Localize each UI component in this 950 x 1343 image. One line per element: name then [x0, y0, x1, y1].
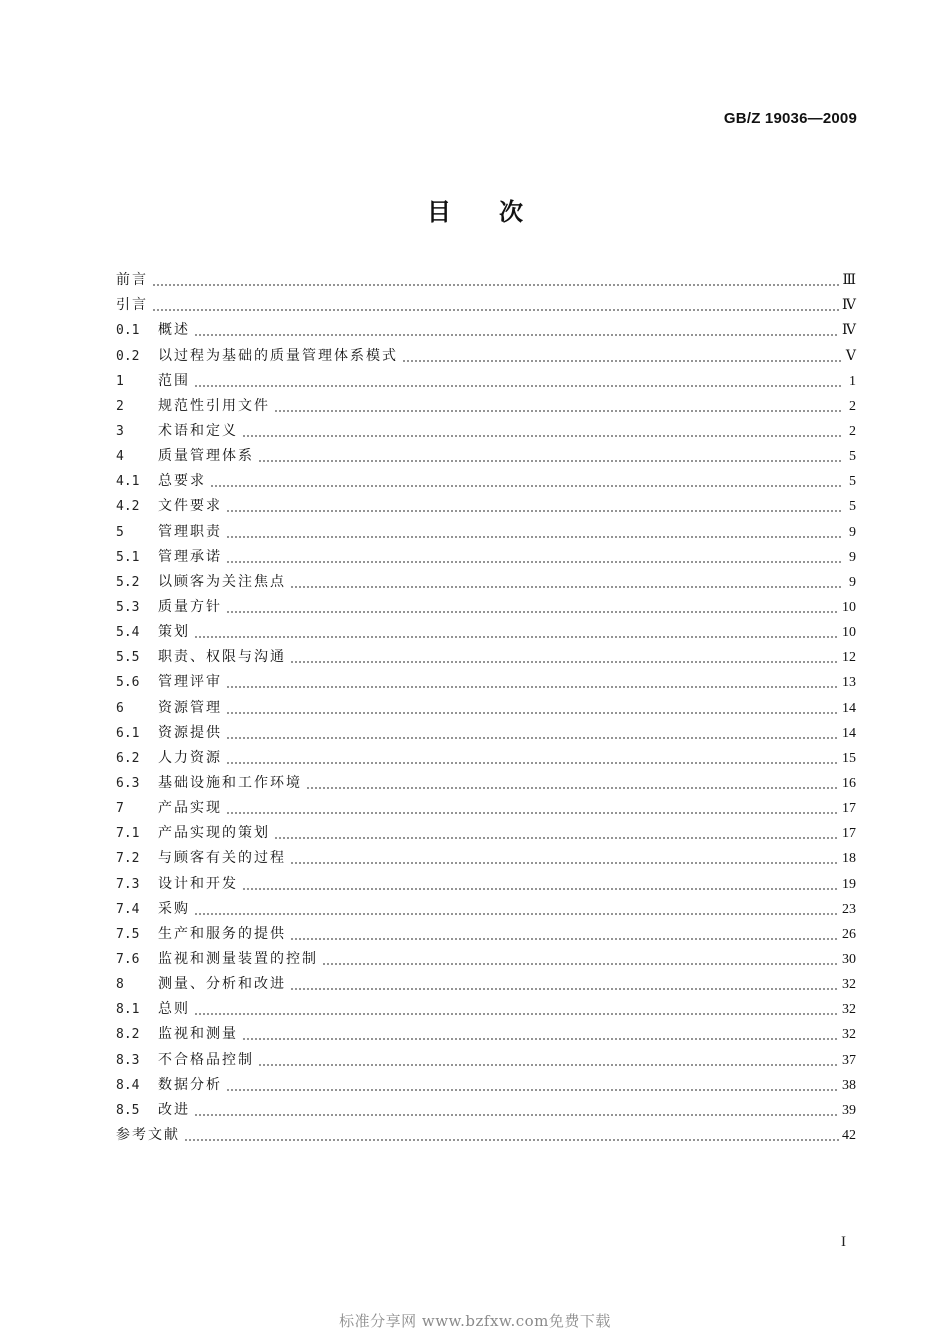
toc-entry-title: 术语和定义 [158, 422, 238, 439]
toc-entry-page: 9 [849, 549, 856, 565]
toc-entry[interactable] [116, 469, 856, 494]
toc-entry-title: 改进 [158, 1101, 190, 1118]
toc-entry-title: 资源管理 [158, 699, 222, 716]
toc-entry-page: 1 [849, 373, 856, 389]
dot-leader [152, 309, 839, 311]
toc-entry-title: 监视和测量装置的控制 [158, 950, 318, 967]
toc-entry[interactable] [116, 494, 856, 519]
dot-leader [290, 661, 839, 663]
toc-entry-title: 质量管理体系 [158, 448, 254, 465]
dot-leader [194, 1013, 839, 1015]
toc-entry-title: 与顾客有关的过程 [158, 850, 286, 867]
dot-leader [226, 561, 843, 563]
toc-entry-title: 范围 [158, 372, 190, 389]
toc-entry-number: 6.2 [116, 750, 140, 766]
dot-leader [402, 360, 843, 362]
toc-entry-page: 42 [842, 1127, 856, 1143]
toc-entry[interactable] [116, 695, 856, 720]
toc-entry[interactable] [116, 972, 856, 997]
toc-entry-page: 32 [842, 1027, 856, 1043]
toc-entry-page: 16 [842, 775, 856, 791]
toc-entry-page: Ⅳ [842, 298, 856, 314]
toc-entry[interactable] [116, 545, 856, 570]
watermark-text: 标准分享网 www.bzfxw.com免费下载 [339, 1312, 611, 1330]
toc-entry-page: 5 [849, 499, 856, 515]
toc-entry-title: 概述 [158, 322, 190, 339]
toc-entry-number: 8.5 [116, 1102, 140, 1118]
toc-entry[interactable] [116, 746, 856, 771]
toc-entry[interactable] [116, 595, 856, 620]
toc-entry-number: 8.2 [116, 1027, 140, 1043]
toc-entry[interactable] [116, 821, 856, 846]
toc-entry-number: 7.6 [116, 951, 140, 967]
toc-entry-page: 2 [849, 398, 856, 414]
dot-leader [306, 787, 839, 789]
toc-entry[interactable] [116, 519, 856, 544]
toc-entry-title: 质量方针 [158, 598, 222, 615]
toc-entry[interactable] [116, 318, 856, 343]
toc-entry[interactable] [116, 771, 856, 796]
toc-entry-title: 采购 [158, 900, 190, 917]
toc-entry-title: 数据分析 [158, 1076, 222, 1093]
toc-entry[interactable] [116, 570, 856, 595]
toc-entry[interactable] [116, 268, 856, 293]
toc-entry-page: 15 [842, 750, 856, 766]
dot-leader [226, 510, 843, 512]
dot-leader [194, 385, 843, 387]
toc-entry-title: 管理评审 [158, 674, 222, 691]
dot-leader [194, 636, 839, 638]
toc-entry-number: 6.1 [116, 725, 140, 741]
toc-entry-page: 19 [842, 876, 856, 892]
toc-entry-page: 18 [842, 851, 856, 867]
toc-entry-number: 1 [116, 373, 124, 389]
toc-entry-title: 总则 [158, 1001, 190, 1018]
dot-leader [194, 334, 839, 336]
dot-leader [258, 1064, 839, 1066]
dot-leader [152, 284, 839, 286]
toc-entry-title: 以顾客为关注焦点 [158, 573, 286, 590]
toc-entry-number: 7 [116, 801, 124, 817]
toc-entry[interactable] [116, 394, 856, 419]
dot-leader [194, 1114, 839, 1116]
toc-entry-number: 7.1 [116, 826, 140, 842]
toc-entry-page: 39 [842, 1102, 856, 1118]
toc-entry-page: 10 [842, 625, 856, 641]
toc-entry[interactable] [116, 1022, 856, 1047]
toc-entry-title: 引言 [116, 297, 148, 314]
dot-leader [242, 888, 839, 890]
toc-entry-number: 8.4 [116, 1077, 140, 1093]
toc-entry-number: 4.1 [116, 474, 140, 490]
dot-leader [290, 586, 843, 588]
toc-entry-number: 8.1 [116, 1002, 140, 1018]
dot-leader [184, 1139, 839, 1141]
toc-entry-title: 总要求 [158, 473, 206, 490]
toc-entry[interactable] [116, 1073, 856, 1098]
toc-entry-page: 5 [849, 474, 856, 490]
toc-entry-title: 以过程为基础的质量管理体系模式 [158, 347, 398, 364]
document-code: GB/Z 19036—2009 [723, 110, 857, 127]
toc-entry-number: 5.5 [116, 650, 140, 666]
toc-entry-title: 监视和测量 [158, 1026, 238, 1043]
dot-leader [226, 737, 839, 739]
dot-leader [322, 963, 839, 965]
toc-entry-page: Ⅴ [845, 348, 856, 364]
dot-leader [290, 862, 839, 864]
page-number: I [841, 1234, 846, 1250]
toc-entry[interactable] [116, 645, 856, 670]
toc-entry-number: 5.3 [116, 599, 140, 615]
toc-entry-number: 4.2 [116, 499, 140, 515]
toc-entry-page: 12 [842, 650, 856, 666]
toc-entry-title: 前言 [116, 272, 148, 289]
toc-entry-page: 14 [842, 725, 856, 741]
toc-entry-number: 5 [116, 524, 124, 540]
toc-entry-title: 产品实现的策划 [158, 825, 270, 842]
toc-entry[interactable] [116, 670, 856, 695]
dot-leader [242, 435, 843, 437]
toc-entry-number: 7.2 [116, 851, 140, 867]
toc-entry-number: 7.4 [116, 901, 140, 917]
toc-entry-page: 30 [842, 951, 856, 967]
toc-entry-number: 8 [116, 977, 124, 993]
dot-leader [274, 410, 843, 412]
toc-entry-number: 7.5 [116, 926, 140, 942]
toc-entry-page: 13 [842, 675, 856, 691]
dot-leader [226, 762, 839, 764]
toc-entry-title: 基础设施和工作环境 [158, 774, 302, 791]
toc-entry-page: 10 [842, 599, 856, 615]
toc-entry[interactable] [116, 947, 856, 972]
toc-entry-number: 0.1 [116, 323, 140, 339]
dot-leader [290, 938, 839, 940]
table-of-contents [116, 268, 856, 1148]
dot-leader [226, 611, 839, 613]
toc-entry-page: 2 [849, 423, 856, 439]
toc-entry-title: 人力资源 [158, 749, 222, 766]
dot-leader [258, 460, 843, 462]
toc-entry-number: 5.2 [116, 574, 140, 590]
dot-leader [226, 686, 839, 688]
toc-entry-page: 32 [842, 1002, 856, 1018]
toc-entry-number: 5.1 [116, 549, 140, 565]
dot-leader [210, 485, 843, 487]
toc-entry-page: 9 [849, 574, 856, 590]
toc-entry-page: 38 [842, 1077, 856, 1093]
toc-entry-number: 6.3 [116, 775, 140, 791]
toc-entry-number: 5.6 [116, 675, 140, 691]
dot-leader [242, 1038, 839, 1040]
dot-leader [226, 712, 839, 714]
toc-entry[interactable] [116, 922, 856, 947]
toc-entry[interactable] [116, 1047, 856, 1072]
toc-entry[interactable] [116, 997, 856, 1022]
dot-leader [194, 913, 839, 915]
toc-entry-page: 32 [842, 977, 856, 993]
toc-entry-title: 规范性引用文件 [158, 397, 270, 414]
toc-entry[interactable] [116, 897, 856, 922]
toc-entry-page: 26 [842, 926, 856, 942]
toc-entry-title: 生产和服务的提供 [158, 925, 286, 942]
dot-leader [290, 988, 839, 990]
toc-entry[interactable] [116, 343, 856, 368]
toc-entry[interactable] [116, 620, 856, 645]
toc-entry[interactable] [116, 1098, 856, 1123]
toc-entry-title: 参考文献 [116, 1126, 180, 1143]
toc-entry-number: 7.3 [116, 876, 140, 892]
toc-entry[interactable] [116, 796, 856, 821]
toc-entry-number: 6 [116, 700, 124, 716]
toc-entry-number: 4 [116, 449, 124, 465]
toc-entry-page: 23 [842, 901, 856, 917]
toc-entry-title: 管理职责 [158, 523, 222, 540]
page-title: 目次 [427, 198, 571, 226]
toc-entry-title: 策划 [158, 624, 190, 641]
toc-entry-number: 5.4 [116, 625, 140, 641]
toc-entry-page: Ⅳ [842, 323, 856, 339]
toc-entry[interactable] [116, 293, 856, 318]
toc-entry-number: 2 [116, 398, 124, 414]
toc-entry-title: 测量、分析和改进 [158, 976, 286, 993]
toc-entry[interactable] [116, 444, 856, 469]
toc-entry[interactable] [116, 369, 856, 394]
toc-entry-page: 14 [842, 700, 856, 716]
toc-entry[interactable] [116, 871, 856, 896]
toc-entry-title: 管理承诺 [158, 548, 222, 565]
toc-entry-page: 37 [842, 1052, 856, 1068]
toc-entry[interactable] [116, 1123, 856, 1148]
dot-leader [274, 837, 839, 839]
dot-leader [226, 1089, 839, 1091]
toc-entry[interactable] [116, 846, 856, 871]
toc-entry-title: 职责、权限与沟通 [158, 649, 286, 666]
toc-entry-page: 17 [842, 826, 856, 842]
toc-entry-title: 设计和开发 [158, 875, 238, 892]
toc-entry-number: 8.3 [116, 1052, 140, 1068]
toc-entry-title: 产品实现 [158, 800, 222, 817]
toc-entry-page: Ⅲ [842, 273, 856, 289]
toc-entry-page: 17 [842, 801, 856, 817]
toc-entry-number: 3 [116, 423, 124, 439]
toc-entry-title: 不合格品控制 [158, 1051, 254, 1068]
dot-leader [226, 536, 843, 538]
toc-entry-title: 资源提供 [158, 724, 222, 741]
toc-entry-number: 0.2 [116, 348, 140, 364]
toc-entry-page: 9 [849, 524, 856, 540]
toc-entry[interactable] [116, 721, 856, 746]
toc-entry-page: 5 [849, 449, 856, 465]
toc-entry[interactable] [116, 419, 856, 444]
toc-entry-title: 文件要求 [158, 498, 222, 515]
dot-leader [226, 812, 839, 814]
